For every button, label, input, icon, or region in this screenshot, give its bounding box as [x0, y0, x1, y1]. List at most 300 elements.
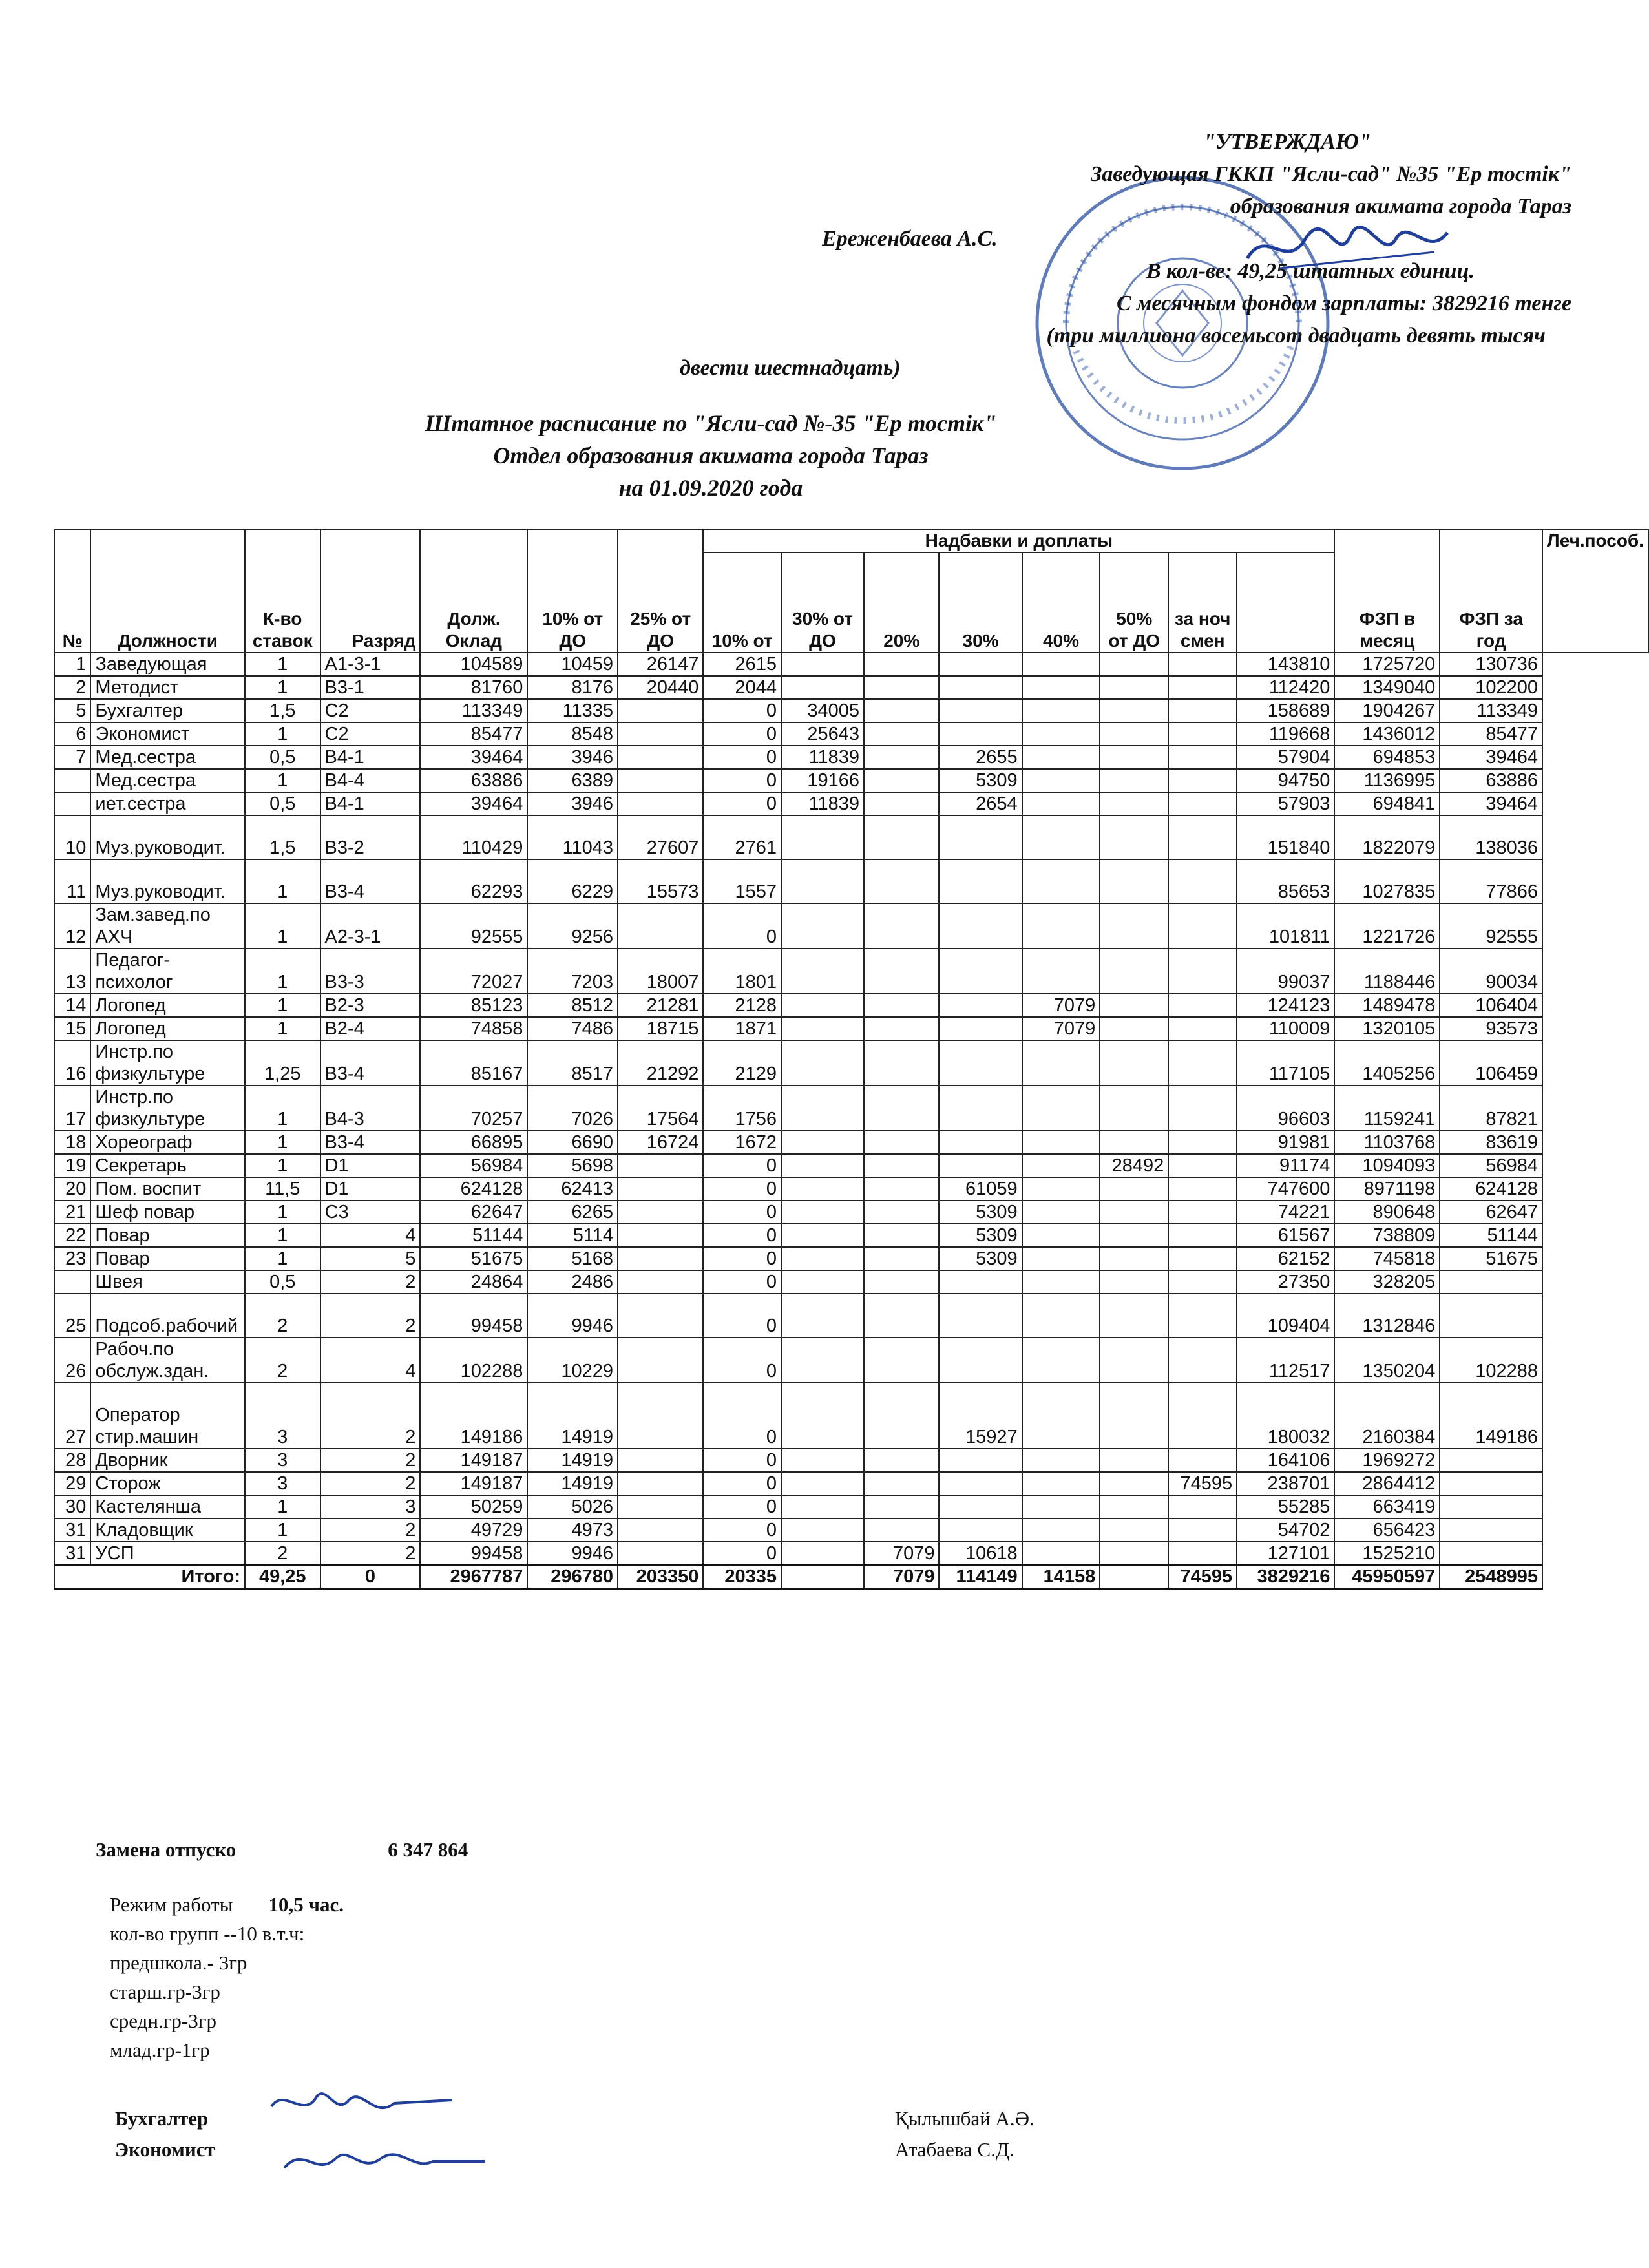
- cell-y: 1904267: [1334, 699, 1440, 722]
- cell-h: [1100, 949, 1168, 994]
- signature-roles: [115, 2103, 215, 2165]
- cell-b: [618, 1201, 703, 1224]
- table-row: [54, 1224, 1648, 1247]
- cell-e: 7079: [864, 1542, 939, 1566]
- approval-line-8: двести шестнадцать): [680, 356, 901, 380]
- cell-pos: Пом. воспит: [90, 1177, 245, 1201]
- cell-y: 1822079: [1334, 815, 1440, 859]
- cell-c: 0: [703, 722, 781, 746]
- cell-y: 663419: [1334, 1495, 1440, 1518]
- cell-i: [1168, 1086, 1237, 1131]
- cell-cnt: 1: [245, 903, 320, 949]
- cell-e: [864, 1040, 939, 1086]
- cell-g: [1022, 1472, 1100, 1495]
- table-row: [54, 1086, 1648, 1131]
- cell-d: [781, 859, 864, 903]
- total-label: Итого:: [54, 1566, 245, 1589]
- cell-m: 117105: [1237, 1040, 1334, 1086]
- table-row: [54, 699, 1648, 722]
- total-lp: 2548995: [1440, 1566, 1542, 1589]
- cell-gr: 2: [320, 1383, 421, 1449]
- cell-gr: D1: [320, 1177, 421, 1201]
- cell-m: 74221: [1237, 1201, 1334, 1224]
- cell-f: 10618: [939, 1542, 1022, 1566]
- cell-e: [864, 1338, 939, 1383]
- cell-g: [1022, 1294, 1100, 1338]
- cell-pos: Шеф повар: [90, 1201, 245, 1224]
- cell-lp: 62647: [1440, 1201, 1542, 1224]
- cell-d: [781, 994, 864, 1017]
- cell-b: [618, 1177, 703, 1201]
- cell-f: 15927: [939, 1383, 1022, 1449]
- mode-value: 10,5 час.: [268, 1893, 344, 1916]
- cell-cnt: 0,5: [245, 1270, 320, 1294]
- cell-lp: 93573: [1440, 1017, 1542, 1040]
- cell-b: 27607: [618, 815, 703, 859]
- cell-e: [864, 859, 939, 903]
- cell-g: [1022, 1518, 1100, 1542]
- cell-pos: Инстр.по физкультуре: [90, 1040, 245, 1086]
- header-50pct: 50% от ДО: [1100, 552, 1168, 653]
- role-economist: Экономист: [115, 2138, 215, 2161]
- header-30pct: 30%: [939, 552, 1022, 653]
- total-g: 14158: [1022, 1566, 1100, 1589]
- table-row: [54, 1449, 1648, 1472]
- cell-y: 2864412: [1334, 1472, 1440, 1495]
- cell-b: [618, 903, 703, 949]
- cell-lp: 102200: [1440, 676, 1542, 699]
- cell-cnt: 1: [245, 769, 320, 792]
- cell-h: [1100, 1086, 1168, 1131]
- cell-lp: 130736: [1440, 653, 1542, 676]
- cell-d: [781, 903, 864, 949]
- cell-c: 2128: [703, 994, 781, 1017]
- cell-d: [781, 676, 864, 699]
- cell-g: [1022, 699, 1100, 722]
- cell-gr: С2: [320, 699, 421, 722]
- cell-gr: В3-2: [320, 815, 421, 859]
- cell-pos: Экономист: [90, 722, 245, 746]
- header-count: К-во ставок: [245, 529, 320, 653]
- cell-gr: А2-3-1: [320, 903, 421, 949]
- approval-line-6: С месячным фондом зарплаты: 3829216 тенге: [1117, 291, 1571, 315]
- cell-g: [1022, 722, 1100, 746]
- cell-h: [1100, 1247, 1168, 1270]
- cell-sal: 81760: [420, 676, 527, 699]
- cell-lp: 85477: [1440, 722, 1542, 746]
- cell-a: 11335: [527, 699, 618, 722]
- cell-m: 54702: [1237, 1518, 1334, 1542]
- cell-a: 8512: [527, 994, 618, 1017]
- cell-i: [1168, 722, 1237, 746]
- cell-lp: 90034: [1440, 949, 1542, 994]
- cell-sal: 62647: [420, 1201, 527, 1224]
- staff-table: [54, 529, 1649, 1590]
- cell-y: 1489478: [1334, 994, 1440, 1017]
- cell-sal: 49729: [420, 1518, 527, 1542]
- table-row: [54, 994, 1648, 1017]
- cell-a: 3946: [527, 792, 618, 815]
- cell-a: 6690: [527, 1131, 618, 1154]
- cell-lp: 106404: [1440, 994, 1542, 1017]
- groups-count: кол-во групп --10 в.т.ч:: [110, 1922, 305, 1945]
- cell-a: 9256: [527, 903, 618, 949]
- total-f: 114149: [939, 1566, 1022, 1589]
- cell-lp: [1440, 1495, 1542, 1518]
- cell-gr: 2: [320, 1294, 421, 1338]
- cell-h: [1100, 792, 1168, 815]
- cell-f: [939, 1131, 1022, 1154]
- cell-c: 0: [703, 1383, 781, 1449]
- cell-g: [1022, 1449, 1100, 1472]
- cell-cnt: 1,5: [245, 815, 320, 859]
- cell-gr: В3-4: [320, 1040, 421, 1086]
- cell-gr: А1-3-1: [320, 653, 421, 676]
- cell-gr: 5: [320, 1247, 421, 1270]
- cell-lp: 138036: [1440, 815, 1542, 859]
- cell-a: 9946: [527, 1294, 618, 1338]
- cell-e: [864, 769, 939, 792]
- cell-gr: В3-1: [320, 676, 421, 699]
- group-preschool: предшкола.- 3гр: [110, 1951, 247, 1974]
- cell-d: [781, 1338, 864, 1383]
- cell-c: 0: [703, 1270, 781, 1294]
- total-e: 7079: [864, 1566, 939, 1589]
- cell-gr: В3-4: [320, 859, 421, 903]
- cell-d: [781, 1086, 864, 1131]
- cell-e: [864, 1086, 939, 1131]
- cell-lp: 51675: [1440, 1247, 1542, 1270]
- cell-sal: 85477: [420, 722, 527, 746]
- cell-lp: [1440, 1542, 1542, 1566]
- cell-pos: Зам.завед.по АХЧ: [90, 903, 245, 949]
- cell-f: [939, 1518, 1022, 1542]
- header-night: за ноч смен: [1168, 552, 1237, 653]
- cell-i: [1168, 1542, 1237, 1566]
- cell-lp: [1440, 1294, 1542, 1338]
- cell-i: [1168, 1177, 1237, 1201]
- cell-sal: 24864: [420, 1270, 527, 1294]
- cell-sal: 85167: [420, 1040, 527, 1086]
- cell-pos: иет.сестра: [90, 792, 245, 815]
- cell-c: 0: [703, 1224, 781, 1247]
- table-row: [54, 1017, 1648, 1040]
- header-no: №: [54, 529, 90, 653]
- cell-e: [864, 949, 939, 994]
- cell-g: [1022, 1495, 1100, 1518]
- cell-n: 31: [54, 1542, 90, 1566]
- cell-h: [1100, 676, 1168, 699]
- total-row: [54, 1566, 1648, 1589]
- cell-a: 5114: [527, 1224, 618, 1247]
- cell-a: 6265: [527, 1201, 618, 1224]
- cell-n: 18: [54, 1131, 90, 1154]
- cell-cnt: 1: [245, 722, 320, 746]
- cell-pos: Мед.сестра: [90, 746, 245, 769]
- cell-g: [1022, 1542, 1100, 1566]
- cell-g: [1022, 1224, 1100, 1247]
- cell-d: 11839: [781, 746, 864, 769]
- role-accountant: Бухгалтер: [115, 2107, 209, 2130]
- cell-b: 21281: [618, 994, 703, 1017]
- cell-b: [618, 1495, 703, 1518]
- approval-line-3: образования акимата города Тараз: [1230, 194, 1571, 218]
- cell-e: [864, 815, 939, 859]
- cell-b: [618, 1542, 703, 1566]
- cell-e: [864, 1294, 939, 1338]
- cell-n: [54, 792, 90, 815]
- table-row: [54, 1294, 1648, 1338]
- cell-h: [1100, 653, 1168, 676]
- cell-a: 14919: [527, 1383, 618, 1449]
- cell-n: [54, 769, 90, 792]
- cell-m: 99037: [1237, 949, 1334, 994]
- cell-sal: 39464: [420, 792, 527, 815]
- cell-a: 7486: [527, 1017, 618, 1040]
- cell-f: [939, 1086, 1022, 1131]
- table-row: [54, 1040, 1648, 1086]
- cell-a: 8548: [527, 722, 618, 746]
- cell-d: [781, 1294, 864, 1338]
- group-senior: старш.гр-3гр: [110, 1980, 220, 2003]
- group-junior: млад.гр-1гр: [110, 2039, 210, 2061]
- cell-h: [1100, 699, 1168, 722]
- cell-d: [781, 1472, 864, 1495]
- cell-c: 2044: [703, 676, 781, 699]
- cell-c: 2129: [703, 1040, 781, 1086]
- cell-i: [1168, 859, 1237, 903]
- cell-m: 91174: [1237, 1154, 1334, 1177]
- cell-n: 21: [54, 1201, 90, 1224]
- cell-c: 0: [703, 699, 781, 722]
- table-row: [54, 1247, 1648, 1270]
- cell-gr: В4-3: [320, 1086, 421, 1131]
- cell-f: [939, 1472, 1022, 1495]
- cell-cnt: 3: [245, 1383, 320, 1449]
- cell-cnt: 1: [245, 653, 320, 676]
- cell-i: [1168, 1518, 1237, 1542]
- cell-f: 5309: [939, 769, 1022, 792]
- cell-f: 2655: [939, 746, 1022, 769]
- cell-cnt: 1: [245, 949, 320, 994]
- cell-h: [1100, 903, 1168, 949]
- cell-d: [781, 653, 864, 676]
- total-sal: 2967787: [420, 1566, 527, 1589]
- cell-h: [1100, 1017, 1168, 1040]
- cell-pos: Швея: [90, 1270, 245, 1294]
- table-row: [54, 1518, 1648, 1542]
- cell-i: [1168, 1040, 1237, 1086]
- cell-d: [781, 1383, 864, 1449]
- cell-y: 1350204: [1334, 1338, 1440, 1383]
- approval-line-2: Заведующая ГККП "Ясли-сад" №35 "Ер тостік": [1091, 162, 1571, 186]
- cell-cnt: 1: [245, 1131, 320, 1154]
- title-line-1: Штатное расписание по "Ясли-сад №-35 "Ер тостік": [425, 410, 997, 436]
- cell-d: 11839: [781, 792, 864, 815]
- cell-cnt: 0,5: [245, 792, 320, 815]
- cell-c: 0: [703, 792, 781, 815]
- cell-i: [1168, 1224, 1237, 1247]
- cell-n: 13: [54, 949, 90, 994]
- cell-lp: 83619: [1440, 1131, 1542, 1154]
- cell-lp: 106459: [1440, 1040, 1542, 1086]
- cell-cnt: 1: [245, 676, 320, 699]
- cell-b: [618, 1247, 703, 1270]
- cell-pos: Бухгалтер: [90, 699, 245, 722]
- cell-pos: Заведующая: [90, 653, 245, 676]
- cell-e: [864, 1449, 939, 1472]
- cell-c: 0: [703, 1177, 781, 1201]
- cell-f: [939, 653, 1022, 676]
- vacation-value: 6 347 864: [388, 1838, 468, 1861]
- cell-e: [864, 1131, 939, 1154]
- cell-n: 30: [54, 1495, 90, 1518]
- total-i: 74595: [1168, 1566, 1237, 1589]
- cell-m: 27350: [1237, 1270, 1334, 1294]
- cell-n: 6: [54, 722, 90, 746]
- cell-sal: 102288: [420, 1338, 527, 1383]
- cell-g: [1022, 676, 1100, 699]
- header-position: Должности: [90, 529, 245, 653]
- cell-h: [1100, 722, 1168, 746]
- cell-e: [864, 746, 939, 769]
- cell-a: 3946: [527, 746, 618, 769]
- cell-i: [1168, 815, 1237, 859]
- cell-g: [1022, 1383, 1100, 1449]
- cell-d: [781, 1224, 864, 1247]
- cell-cnt: 11,5: [245, 1177, 320, 1201]
- cell-d: [781, 1247, 864, 1270]
- cell-n: 28: [54, 1449, 90, 1472]
- cell-y: 2160384: [1334, 1383, 1440, 1449]
- cell-gr: В4-1: [320, 792, 421, 815]
- cell-pos: Мед.сестра: [90, 769, 245, 792]
- cell-sal: 104589: [420, 653, 527, 676]
- cell-f: [939, 1017, 1022, 1040]
- cell-e: [864, 1177, 939, 1201]
- table-row: [54, 676, 1648, 699]
- cell-f: 2654: [939, 792, 1022, 815]
- cell-h: [1100, 1270, 1168, 1294]
- header-10pct: 10% от ДО: [527, 529, 618, 653]
- cell-a: 6389: [527, 769, 618, 792]
- cell-cnt: 1: [245, 994, 320, 1017]
- cell-lp: 113349: [1440, 699, 1542, 722]
- cell-gr: 2: [320, 1542, 421, 1566]
- cell-i: [1168, 1201, 1237, 1224]
- table-row: [54, 1383, 1648, 1449]
- cell-g: [1022, 1040, 1100, 1086]
- cell-h: [1100, 746, 1168, 769]
- cell-lp: 51144: [1440, 1224, 1542, 1247]
- cell-y: 1221726: [1334, 903, 1440, 949]
- cell-b: 18007: [618, 949, 703, 994]
- cell-y: 8971198: [1334, 1177, 1440, 1201]
- table-row: [54, 1201, 1648, 1224]
- cell-a: 10229: [527, 1338, 618, 1383]
- cell-sal: 99458: [420, 1294, 527, 1338]
- header-grade: Разряд: [320, 529, 421, 653]
- cell-h: [1100, 1201, 1168, 1224]
- table-row: [54, 815, 1648, 859]
- cell-n: 10: [54, 815, 90, 859]
- document-title: [388, 407, 1034, 504]
- cell-b: 15573: [618, 859, 703, 903]
- cell-g: [1022, 1247, 1100, 1270]
- cell-lp: 624128: [1440, 1177, 1542, 1201]
- cell-a: 62413: [527, 1177, 618, 1201]
- cell-n: 11: [54, 859, 90, 903]
- cell-g: [1022, 769, 1100, 792]
- cell-g: [1022, 949, 1100, 994]
- cell-cnt: 1,5: [245, 699, 320, 722]
- cell-d: [781, 1542, 864, 1566]
- cell-y: 656423: [1334, 1518, 1440, 1542]
- cell-i: [1168, 1383, 1237, 1449]
- cell-h: [1100, 1040, 1168, 1086]
- table-row: [54, 1542, 1648, 1566]
- cell-c: 0: [703, 1338, 781, 1383]
- cell-sal: 624128: [420, 1177, 527, 1201]
- cell-d: [781, 1449, 864, 1472]
- cell-pos: Повар: [90, 1224, 245, 1247]
- cell-g: [1022, 1154, 1100, 1177]
- cell-g: [1022, 653, 1100, 676]
- cell-sal: 149187: [420, 1449, 527, 1472]
- table-row: [54, 949, 1648, 994]
- cell-sal: 70257: [420, 1086, 527, 1131]
- cell-i: [1168, 1154, 1237, 1177]
- cell-h: [1100, 1518, 1168, 1542]
- cell-b: [618, 1294, 703, 1338]
- vacation-label: Замена отпуско: [96, 1838, 236, 1861]
- cell-g: [1022, 1201, 1100, 1224]
- cell-y: 1027835: [1334, 859, 1440, 903]
- cell-b: 21292: [618, 1040, 703, 1086]
- cell-sal: 56984: [420, 1154, 527, 1177]
- cell-gr: В2-4: [320, 1017, 421, 1040]
- cell-gr: В3-3: [320, 949, 421, 994]
- cell-pos: Методист: [90, 676, 245, 699]
- cell-sal: 113349: [420, 699, 527, 722]
- cell-h: [1100, 1131, 1168, 1154]
- cell-m: 57903: [1237, 792, 1334, 815]
- cell-cnt: 0,5: [245, 746, 320, 769]
- cell-n: 7: [54, 746, 90, 769]
- group-middle: средн.гр-3гр: [110, 2010, 216, 2032]
- cell-sal: 85123: [420, 994, 527, 1017]
- cell-e: [864, 792, 939, 815]
- cell-d: [781, 1154, 864, 1177]
- cell-i: [1168, 903, 1237, 949]
- cell-h: [1100, 1542, 1168, 1566]
- cell-c: 2615: [703, 653, 781, 676]
- cell-b: 17564: [618, 1086, 703, 1131]
- cell-m: 238701: [1237, 1472, 1334, 1495]
- cell-sal: 62293: [420, 859, 527, 903]
- cell-i: [1168, 1449, 1237, 1472]
- cell-e: [864, 1472, 939, 1495]
- cell-c: 0: [703, 1201, 781, 1224]
- cell-gr: 2: [320, 1449, 421, 1472]
- total-m: 3829216: [1237, 1566, 1334, 1589]
- total-y: 45950597: [1334, 1566, 1440, 1589]
- cell-n: 14: [54, 994, 90, 1017]
- cell-h: [1100, 1177, 1168, 1201]
- cell-n: 31: [54, 1518, 90, 1542]
- cell-lp: [1440, 1449, 1542, 1472]
- cell-pos: УСП: [90, 1542, 245, 1566]
